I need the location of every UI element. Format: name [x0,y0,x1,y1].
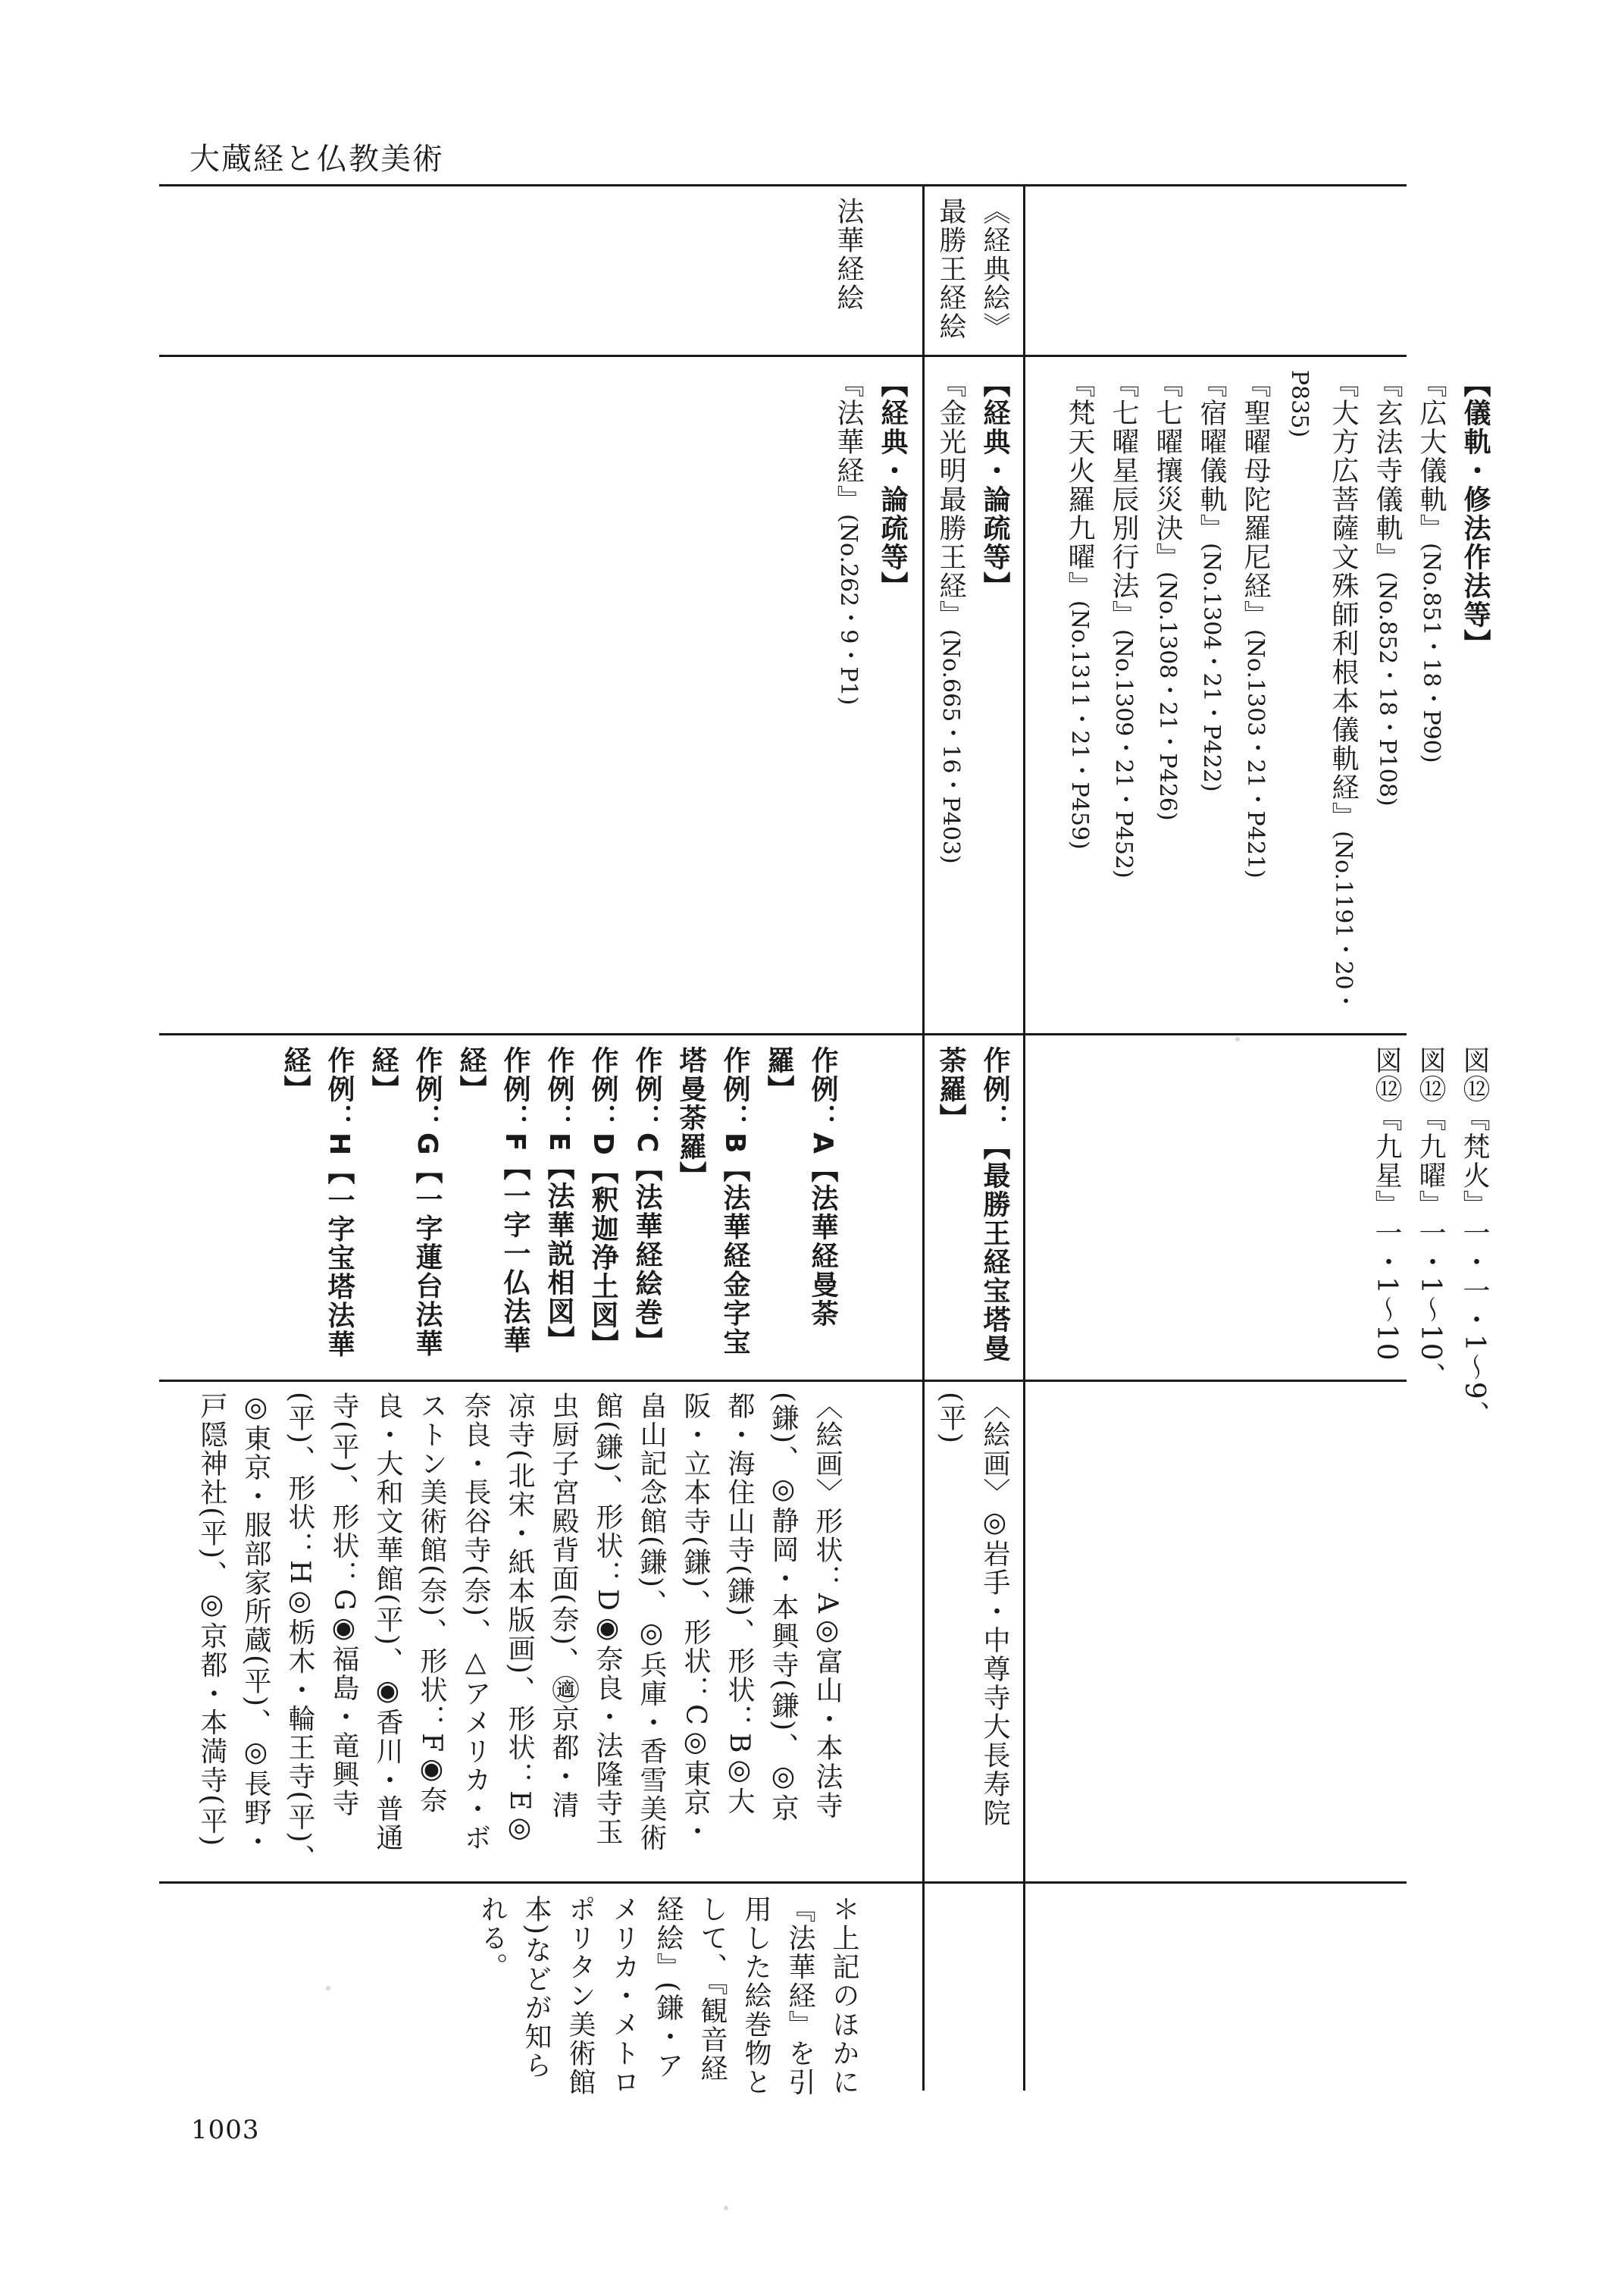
rule-sources-examples [159,1033,1407,1035]
rule-examples-locations [159,1380,1407,1382]
examples-top: 図⑫『梵火』一・一・1〜9、 図⑫『九曜』一・1〜10、 図⑫『九星』一・1〜10 [1371,1046,1490,1430]
rule-top [159,184,1407,186]
examples-bottom: 作例：A【法華経曼荼 羅】 作例：B【法華経金字宝 塔曼荼羅】 作例：C【法華経絵巻】 作例：D【釈迦浄土図】 作例：E【法華説相図】 作例：F【一字一仏法華 経】 作例：G【一字蓮台法華 経】 作例：H【一字宝塔法華 経】 [280,1046,838,1359]
rule-subject-sources [159,355,1407,357]
locations-middle: 〈絵画〉◎岩手・中尊寺大長寿院 (平) [935,1392,1010,1828]
sources-bottom: 【経典・論疏等】 『法華経』(No.262・9・P1) [833,370,908,706]
scan-speck [1235,1037,1240,1042]
source-heading: 【儀軌・修法作法等】 [1460,370,1491,658]
subject-bottom: 法華経絵 [833,197,864,312]
locations-bottom: 〈絵画〉形状：A◎富山・本法寺 (鎌)、◎静岡・本興寺(鎌)、◎京 都・海住山寺(鎌)、形状：B◎大 阪・立本寺(鎌)、形状：C◎東京・ 畠山記念館(鎌)、◎兵庫・香雪美術 館(鎌)、形状：D◉奈良・法隆寺玉 虫厨子宮殿背面(奈)、㊜京都・清 凉寺(北宋・紙本版画)、形状：E◎ 奈良・長谷寺(奈)、△アメリカ・ボ ストン美術館(奈)、形状：F◉奈 良・大和文華館(平)、◉香川・普通 寺(平)、形状：G◉福島・竜興寺 (平)、形状：H◎栃木・輪王寺(平)、 ◎東京・服部家所蔵(平)、◎長野・ 戸隠神社(平)、◎京都・本満寺(平) [196,1392,843,1873]
notes-bottom: ＊上記のほかに 『法華経』を引 用した絵巻物と して、『観音経 経絵』(鎌・ア メリカ・メトロ ポリタン美術館 本)などが知ら れる。 [477,1895,859,2097]
rule-locations-notes [159,1881,1407,1884]
rule-row-upper [1023,184,1025,2091]
examples-middle: 作例：【最勝王経宝塔曼 荼羅】 [935,1046,1010,1363]
subject-top: 《経典絵》 最勝王経絵 [935,197,1010,341]
page-number: 1003 [191,2115,260,2145]
rule-row-middle [922,184,925,2091]
sources-top: 【儀軌・修法作法等】 『広大儀軌』(No.851・18・P90) 『玄法寺儀軌』(No.852・18・P108) 『大方広菩薩文殊師利根本儀軌経』(No.1191・20・ P835) 『聖曜母陀羅尼経』(No.1303・21・P421) 『宿曜儀軌』(No.1304・21・P422) 『七曜攘災決』(No.1308・21・P426) 『七曜星辰別行法』(No.1309・21・P452) 『梵天火羅九曜』(No.1311・21・P459) [1057,370,1497,1013]
scan-speck [326,1986,330,1991]
running-header: 大蔵経と仏教美術 [189,142,444,177]
sources-middle: 【経典・論疏等】 『金光明最勝王経』(No.665・16・P403) [935,370,1010,864]
scan-speck [724,2206,728,2210]
